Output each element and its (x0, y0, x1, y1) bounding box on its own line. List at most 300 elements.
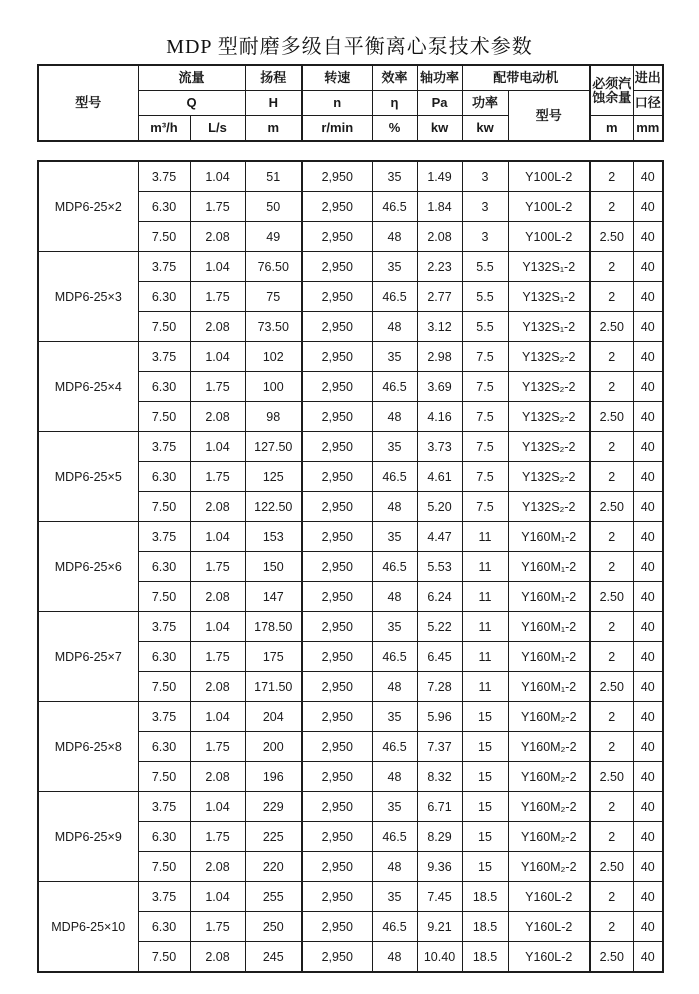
pump-model-cell: MDP6-25×8 (38, 702, 138, 792)
header-efficiency-unit: % (372, 116, 417, 142)
cell-speed_rpm: 2,950 (302, 252, 372, 282)
cell-head_m: 122.50 (245, 492, 302, 522)
cell-motor_model: Y132S₁-2 (508, 252, 590, 282)
cell-efficiency_pct: 35 (372, 792, 417, 822)
cell-q_ls: 1.04 (190, 882, 245, 912)
spec-table-body (37, 160, 664, 973)
cell-head_m: 100 (245, 372, 302, 402)
cell-efficiency_pct: 46.5 (372, 192, 417, 222)
cell-port_mm: 40 (633, 852, 663, 882)
cell-efficiency_pct: 46.5 (372, 912, 417, 942)
cell-shaft_power_kw: 5.20 (417, 492, 462, 522)
cell-q_m3h: 6.30 (138, 822, 190, 852)
cell-efficiency_pct: 48 (372, 312, 417, 342)
cell-head_m: 102 (245, 342, 302, 372)
cell-head_m: 171.50 (245, 672, 302, 702)
cell-speed_rpm: 2,950 (302, 582, 372, 612)
cell-efficiency_pct: 35 (372, 342, 417, 372)
cell-motor_model: Y160M₂-2 (508, 732, 590, 762)
cell-efficiency_pct: 35 (372, 161, 417, 192)
cell-head_m: 98 (245, 402, 302, 432)
cell-npsh_m: 2 (590, 522, 633, 552)
header-speed-unit: r/min (302, 116, 372, 142)
cell-motor_power_kw: 15 (462, 702, 508, 732)
cell-head_m: 245 (245, 942, 302, 973)
cell-q_ls: 2.08 (190, 312, 245, 342)
cell-shaft_power_kw: 5.53 (417, 552, 462, 582)
cell-speed_rpm: 2,950 (302, 161, 372, 192)
cell-npsh_m: 2.50 (590, 312, 633, 342)
cell-npsh_m: 2 (590, 612, 633, 642)
header-head: 扬程 (245, 65, 302, 91)
cell-q_ls: 1.75 (190, 822, 245, 852)
cell-efficiency_pct: 48 (372, 852, 417, 882)
cell-head_m: 75 (245, 282, 302, 312)
cell-head_m: 250 (245, 912, 302, 942)
cell-port_mm: 40 (633, 462, 663, 492)
header-motor-power-unit: kw (462, 116, 508, 142)
cell-motor_power_kw: 7.5 (462, 402, 508, 432)
cell-efficiency_pct: 48 (372, 762, 417, 792)
page-title: MDP 型耐磨多级自平衡离心泵技术参数 (166, 36, 533, 58)
cell-q_m3h: 6.30 (138, 372, 190, 402)
pump-model-cell: MDP6-25×6 (38, 522, 138, 612)
cell-shaft_power_kw: 7.45 (417, 882, 462, 912)
cell-motor_model: Y160M₁-2 (508, 642, 590, 672)
cell-npsh_m: 2 (590, 161, 633, 192)
cell-head_m: 125 (245, 462, 302, 492)
cell-port_mm: 40 (633, 522, 663, 552)
table-row (38, 342, 663, 372)
cell-shaft_power_kw: 5.96 (417, 702, 462, 732)
cell-shaft_power_kw: 8.29 (417, 822, 462, 852)
cell-head_m: 220 (245, 852, 302, 882)
cell-port_mm: 40 (633, 762, 663, 792)
table-row (38, 252, 663, 282)
cell-npsh_m: 2 (590, 462, 633, 492)
cell-head_m: 178.50 (245, 612, 302, 642)
cell-shaft_power_kw: 5.22 (417, 612, 462, 642)
cell-port_mm: 40 (633, 882, 663, 912)
cell-head_m: 51 (245, 161, 302, 192)
cell-motor_power_kw: 15 (462, 852, 508, 882)
cell-npsh_m: 2.50 (590, 582, 633, 612)
cell-speed_rpm: 2,950 (302, 312, 372, 342)
cell-speed_rpm: 2,950 (302, 672, 372, 702)
cell-q_m3h: 6.30 (138, 192, 190, 222)
cell-motor_model: Y132S₂-2 (508, 402, 590, 432)
cell-port_mm: 40 (633, 432, 663, 462)
cell-port_mm: 40 (633, 582, 663, 612)
cell-head_m: 73.50 (245, 312, 302, 342)
header-motor: 配带电动机 (462, 65, 590, 91)
cell-port_mm: 40 (633, 612, 663, 642)
cell-shaft_power_kw: 2.98 (417, 342, 462, 372)
cell-motor_power_kw: 5.5 (462, 252, 508, 282)
pump-model-cell: MDP6-25×5 (38, 432, 138, 522)
cell-q_m3h: 7.50 (138, 582, 190, 612)
header-speed-symbol: n (302, 91, 372, 116)
cell-head_m: 127.50 (245, 432, 302, 462)
header-efficiency-symbol: η (372, 91, 417, 116)
cell-port_mm: 40 (633, 161, 663, 192)
cell-npsh_m: 2 (590, 792, 633, 822)
cell-speed_rpm: 2,950 (302, 462, 372, 492)
cell-shaft_power_kw: 3.73 (417, 432, 462, 462)
cell-q_m3h: 3.75 (138, 612, 190, 642)
cell-motor_power_kw: 3 (462, 161, 508, 192)
cell-q_m3h: 3.75 (138, 882, 190, 912)
cell-npsh_m: 2 (590, 732, 633, 762)
cell-port_mm: 40 (633, 342, 663, 372)
cell-port_mm: 40 (633, 312, 663, 342)
header-flow: 流量 (138, 65, 245, 91)
cell-motor_model: Y132S₂-2 (508, 462, 590, 492)
cell-head_m: 204 (245, 702, 302, 732)
cell-head_m: 150 (245, 552, 302, 582)
cell-speed_rpm: 2,950 (302, 822, 372, 852)
cell-q_m3h: 6.30 (138, 462, 190, 492)
cell-q_ls: 2.08 (190, 582, 245, 612)
cell-shaft_power_kw: 10.40 (417, 942, 462, 973)
cell-q_m3h: 3.75 (138, 252, 190, 282)
cell-motor_power_kw: 5.5 (462, 312, 508, 342)
cell-motor_power_kw: 15 (462, 762, 508, 792)
cell-shaft_power_kw: 2.77 (417, 282, 462, 312)
table-row (38, 702, 663, 732)
pump-model-cell: MDP6-25×2 (38, 161, 138, 252)
cell-q_m3h: 7.50 (138, 312, 190, 342)
cell-q_m3h: 3.75 (138, 792, 190, 822)
cell-efficiency_pct: 46.5 (372, 822, 417, 852)
header-head-unit: m (245, 116, 302, 142)
header-npsh: 必须汽蚀余量 (590, 65, 633, 116)
cell-shaft_power_kw: 9.21 (417, 912, 462, 942)
cell-shaft_power_kw: 7.28 (417, 672, 462, 702)
header-port-unit: mm (633, 116, 663, 142)
cell-speed_rpm: 2,950 (302, 732, 372, 762)
cell-port_mm: 40 (633, 702, 663, 732)
cell-q_ls: 1.04 (190, 522, 245, 552)
cell-speed_rpm: 2,950 (302, 492, 372, 522)
cell-shaft_power_kw: 4.47 (417, 522, 462, 552)
cell-shaft_power_kw: 3.69 (417, 372, 462, 402)
cell-speed_rpm: 2,950 (302, 762, 372, 792)
cell-motor_model: Y132S₂-2 (508, 492, 590, 522)
pump-model-cell: MDP6-25×4 (38, 342, 138, 432)
cell-head_m: 49 (245, 222, 302, 252)
cell-speed_rpm: 2,950 (302, 942, 372, 973)
cell-npsh_m: 2 (590, 822, 633, 852)
cell-speed_rpm: 2,950 (302, 882, 372, 912)
cell-q_m3h: 7.50 (138, 762, 190, 792)
cell-motor_power_kw: 15 (462, 822, 508, 852)
header-shaft-power: 轴功率 (417, 65, 462, 91)
cell-efficiency_pct: 48 (372, 402, 417, 432)
cell-q_ls: 2.08 (190, 762, 245, 792)
cell-npsh_m: 2.50 (590, 222, 633, 252)
cell-motor_model: Y160M₂-2 (508, 792, 590, 822)
header-flow-unit-m3h: m³/h (138, 116, 190, 142)
cell-shaft_power_kw: 9.36 (417, 852, 462, 882)
cell-port_mm: 40 (633, 642, 663, 672)
cell-npsh_m: 2 (590, 282, 633, 312)
cell-motor_power_kw: 15 (462, 792, 508, 822)
cell-motor_model: Y160M₁-2 (508, 672, 590, 702)
cell-q_m3h: 7.50 (138, 492, 190, 522)
cell-motor_model: Y160M₁-2 (508, 582, 590, 612)
cell-efficiency_pct: 35 (372, 702, 417, 732)
cell-shaft_power_kw: 2.23 (417, 252, 462, 282)
header-row-1 (38, 65, 663, 91)
cell-motor_power_kw: 11 (462, 672, 508, 702)
cell-q_ls: 2.08 (190, 222, 245, 252)
cell-head_m: 153 (245, 522, 302, 552)
cell-motor_power_kw: 3 (462, 192, 508, 222)
pump-model-cell: MDP6-25×10 (38, 882, 138, 973)
cell-q_m3h: 3.75 (138, 161, 190, 192)
table-row (38, 161, 663, 192)
cell-port_mm: 40 (633, 732, 663, 762)
cell-speed_rpm: 2,950 (302, 222, 372, 252)
cell-motor_model: Y132S₁-2 (508, 282, 590, 312)
header-speed: 转速 (302, 65, 372, 91)
cell-head_m: 50 (245, 192, 302, 222)
table-row (38, 612, 663, 642)
cell-q_ls: 1.75 (190, 912, 245, 942)
table-row (38, 792, 663, 822)
cell-motor_model: Y160M₂-2 (508, 702, 590, 732)
cell-motor_model: Y132S₂-2 (508, 432, 590, 462)
cell-q_ls: 1.04 (190, 432, 245, 462)
cell-efficiency_pct: 48 (372, 942, 417, 973)
cell-speed_rpm: 2,950 (302, 552, 372, 582)
cell-motor_power_kw: 18.5 (462, 882, 508, 912)
cell-efficiency_pct: 48 (372, 672, 417, 702)
cell-npsh_m: 2 (590, 552, 633, 582)
header-flow-unit-ls: L/s (190, 116, 245, 142)
cell-npsh_m: 2.50 (590, 762, 633, 792)
cell-head_m: 255 (245, 882, 302, 912)
cell-shaft_power_kw: 3.12 (417, 312, 462, 342)
cell-shaft_power_kw: 7.37 (417, 732, 462, 762)
cell-q_m3h: 7.50 (138, 852, 190, 882)
cell-q_ls: 1.04 (190, 252, 245, 282)
header-flow-symbol: Q (138, 91, 245, 116)
cell-motor_power_kw: 3 (462, 222, 508, 252)
cell-efficiency_pct: 46.5 (372, 552, 417, 582)
cell-motor_model: Y132S₁-2 (508, 312, 590, 342)
cell-q_m3h: 6.30 (138, 282, 190, 312)
cell-q_ls: 2.08 (190, 402, 245, 432)
cell-speed_rpm: 2,950 (302, 282, 372, 312)
cell-port_mm: 40 (633, 252, 663, 282)
header-model: 型号 (38, 65, 138, 141)
header-efficiency: 效率 (372, 65, 417, 91)
cell-npsh_m: 2 (590, 192, 633, 222)
cell-shaft_power_kw: 8.32 (417, 762, 462, 792)
cell-npsh_m: 2 (590, 642, 633, 672)
pump-model-cell: MDP6-25×9 (38, 792, 138, 882)
header-port-line2: 口径 (633, 91, 663, 116)
cell-q_ls: 1.75 (190, 372, 245, 402)
cell-speed_rpm: 2,950 (302, 192, 372, 222)
cell-motor_model: Y160M₂-2 (508, 852, 590, 882)
cell-speed_rpm: 2,950 (302, 372, 372, 402)
cell-efficiency_pct: 35 (372, 522, 417, 552)
cell-shaft_power_kw: 6.45 (417, 642, 462, 672)
cell-motor_power_kw: 11 (462, 642, 508, 672)
cell-q_m3h: 3.75 (138, 522, 190, 552)
cell-q_ls: 2.08 (190, 942, 245, 973)
cell-port_mm: 40 (633, 822, 663, 852)
cell-efficiency_pct: 35 (372, 432, 417, 462)
cell-motor_power_kw: 7.5 (462, 462, 508, 492)
cell-npsh_m: 2 (590, 882, 633, 912)
table-row (38, 432, 663, 462)
cell-port_mm: 40 (633, 402, 663, 432)
cell-q_ls: 1.04 (190, 702, 245, 732)
cell-q_ls: 1.04 (190, 612, 245, 642)
cell-speed_rpm: 2,950 (302, 342, 372, 372)
cell-port_mm: 40 (633, 492, 663, 522)
table-row (38, 882, 663, 912)
cell-motor_model: Y160L-2 (508, 882, 590, 912)
cell-q_ls: 1.75 (190, 282, 245, 312)
cell-motor_model: Y132S₂-2 (508, 372, 590, 402)
cell-motor_power_kw: 7.5 (462, 492, 508, 522)
cell-q_m3h: 3.75 (138, 432, 190, 462)
cell-motor_power_kw: 11 (462, 522, 508, 552)
cell-efficiency_pct: 35 (372, 252, 417, 282)
cell-q_ls: 2.08 (190, 672, 245, 702)
cell-npsh_m: 2.50 (590, 852, 633, 882)
cell-motor_power_kw: 11 (462, 552, 508, 582)
cell-port_mm: 40 (633, 672, 663, 702)
cell-npsh_m: 2 (590, 702, 633, 732)
cell-motor_power_kw: 18.5 (462, 912, 508, 942)
cell-motor_model: Y160M₁-2 (508, 552, 590, 582)
cell-port_mm: 40 (633, 792, 663, 822)
cell-shaft_power_kw: 6.71 (417, 792, 462, 822)
cell-q_m3h: 7.50 (138, 402, 190, 432)
cell-npsh_m: 2.50 (590, 492, 633, 522)
cell-efficiency_pct: 46.5 (372, 642, 417, 672)
cell-port_mm: 40 (633, 222, 663, 252)
cell-efficiency_pct: 46.5 (372, 282, 417, 312)
cell-npsh_m: 2 (590, 432, 633, 462)
cell-efficiency_pct: 35 (372, 882, 417, 912)
pump-model-cell: MDP6-25×3 (38, 252, 138, 342)
cell-shaft_power_kw: 4.16 (417, 402, 462, 432)
cell-motor_power_kw: 18.5 (462, 942, 508, 973)
cell-motor_model: Y160L-2 (508, 912, 590, 942)
cell-q_ls: 1.75 (190, 552, 245, 582)
cell-head_m: 175 (245, 642, 302, 672)
cell-npsh_m: 2.50 (590, 942, 633, 973)
cell-speed_rpm: 2,950 (302, 912, 372, 942)
cell-efficiency_pct: 46.5 (372, 462, 417, 492)
cell-q_m3h: 6.30 (138, 732, 190, 762)
cell-npsh_m: 2 (590, 912, 633, 942)
cell-q_m3h: 7.50 (138, 222, 190, 252)
spec-table-rows (38, 161, 663, 972)
cell-q_ls: 1.75 (190, 462, 245, 492)
table-row (38, 522, 663, 552)
cell-efficiency_pct: 48 (372, 222, 417, 252)
cell-q_ls: 2.08 (190, 492, 245, 522)
cell-port_mm: 40 (633, 942, 663, 973)
cell-motor_model: Y100L-2 (508, 161, 590, 192)
cell-q_ls: 1.04 (190, 342, 245, 372)
cell-npsh_m: 2.50 (590, 672, 633, 702)
cell-q_m3h: 6.30 (138, 642, 190, 672)
cell-speed_rpm: 2,950 (302, 792, 372, 822)
cell-motor_model: Y160M₂-2 (508, 762, 590, 792)
cell-head_m: 225 (245, 822, 302, 852)
cell-speed_rpm: 2,950 (302, 432, 372, 462)
header-motor-power: 功率 (462, 91, 508, 116)
cell-speed_rpm: 2,950 (302, 702, 372, 732)
spec-table-header (37, 64, 664, 142)
cell-npsh_m: 2 (590, 342, 633, 372)
cell-q_m3h: 6.30 (138, 912, 190, 942)
cell-efficiency_pct: 46.5 (372, 372, 417, 402)
header-npsh-unit: m (590, 116, 633, 142)
header-motor-model: 型号 (508, 91, 590, 142)
cell-q_ls: 1.04 (190, 792, 245, 822)
pump-model-cell: MDP6-25×7 (38, 612, 138, 702)
cell-head_m: 196 (245, 762, 302, 792)
cell-efficiency_pct: 46.5 (372, 732, 417, 762)
cell-q_m3h: 3.75 (138, 342, 190, 372)
cell-port_mm: 40 (633, 372, 663, 402)
cell-efficiency_pct: 35 (372, 612, 417, 642)
header-shaft-power-unit: kw (417, 116, 462, 142)
cell-head_m: 200 (245, 732, 302, 762)
cell-q_ls: 1.75 (190, 642, 245, 672)
cell-shaft_power_kw: 6.24 (417, 582, 462, 612)
cell-motor_model: Y160M₁-2 (508, 612, 590, 642)
cell-npsh_m: 2 (590, 372, 633, 402)
cell-motor_model: Y100L-2 (508, 222, 590, 252)
cell-q_ls: 1.75 (190, 732, 245, 762)
cell-motor_power_kw: 15 (462, 732, 508, 762)
header-port-line1: 进出 (633, 65, 663, 91)
header-shaft-power-symbol: Pa (417, 91, 462, 116)
cell-speed_rpm: 2,950 (302, 642, 372, 672)
cell-speed_rpm: 2,950 (302, 522, 372, 552)
cell-shaft_power_kw: 1.84 (417, 192, 462, 222)
cell-q_m3h: 7.50 (138, 672, 190, 702)
cell-shaft_power_kw: 1.49 (417, 161, 462, 192)
cell-head_m: 229 (245, 792, 302, 822)
cell-port_mm: 40 (633, 282, 663, 312)
cell-npsh_m: 2 (590, 252, 633, 282)
cell-shaft_power_kw: 2.08 (417, 222, 462, 252)
cell-q_ls: 2.08 (190, 852, 245, 882)
cell-motor_model: Y100L-2 (508, 192, 590, 222)
cell-port_mm: 40 (633, 192, 663, 222)
cell-q_m3h: 3.75 (138, 702, 190, 732)
cell-speed_rpm: 2,950 (302, 852, 372, 882)
cell-q_ls: 1.04 (190, 161, 245, 192)
cell-efficiency_pct: 48 (372, 492, 417, 522)
cell-head_m: 147 (245, 582, 302, 612)
cell-port_mm: 40 (633, 912, 663, 942)
cell-motor_power_kw: 11 (462, 582, 508, 612)
cell-motor_power_kw: 7.5 (462, 372, 508, 402)
